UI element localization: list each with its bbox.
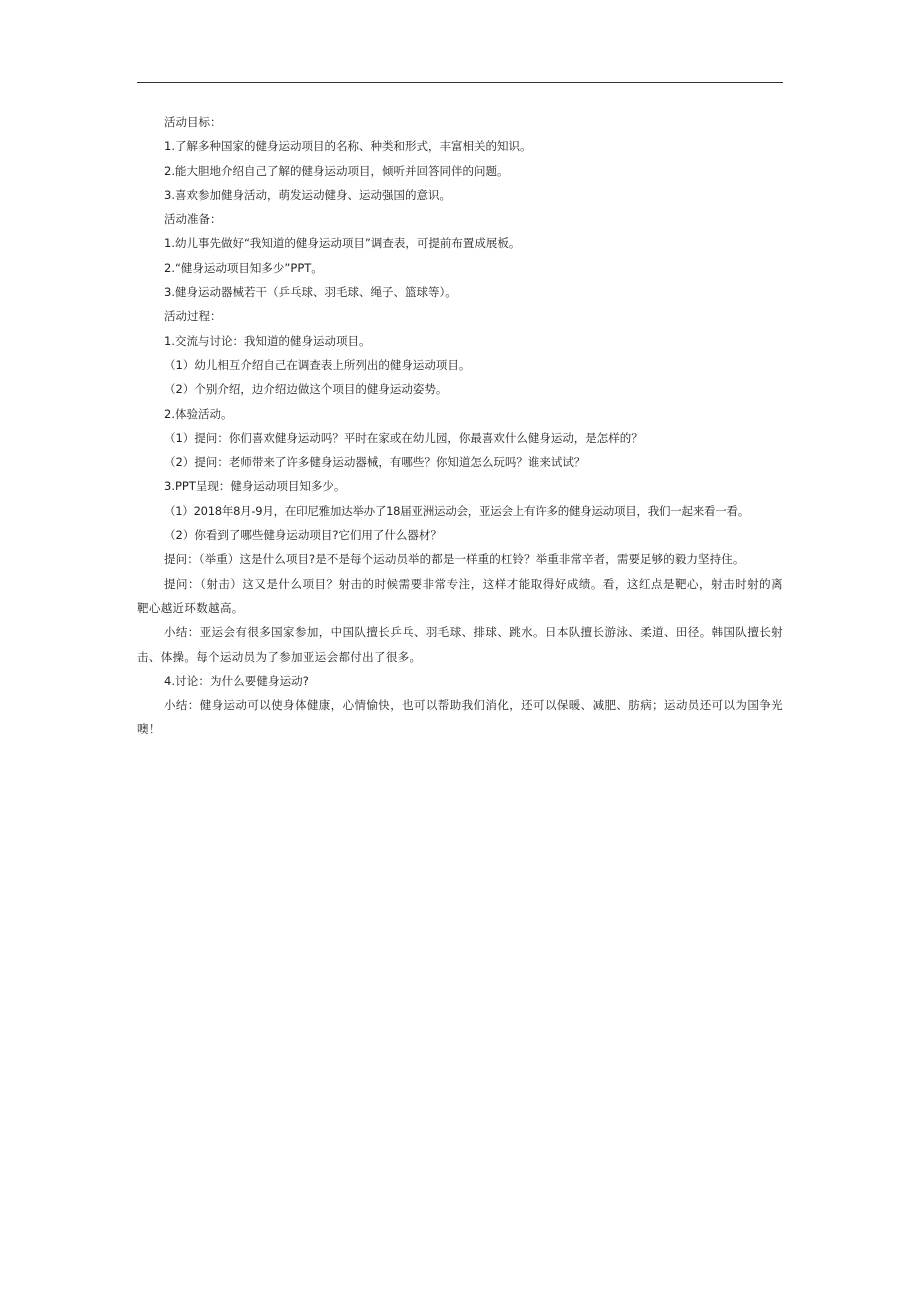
process-substep: （1）2018年8月-9月，在印尼雅加达举办了18届亚洲运动会，亚运会上有许多的健身运动项目，我们一起来看一看。 bbox=[164, 503, 749, 518]
preparation-item: 2.“健身运动项目知多少”PPT。 bbox=[164, 260, 323, 275]
preparation-item: 1.幼儿事先做好“我知道的健身运动项目”调查表，可提前布置成展板。 bbox=[164, 236, 521, 251]
preparation-item: 3.健身运动器械若干（乒乓球、羽毛球、绳子、篮球等）。 bbox=[164, 285, 457, 300]
process-substep: （1）提问：你们喜欢健身运动吗？平时在家或在幼儿园，你最喜欢什么健身运动，是怎样的？ bbox=[164, 430, 643, 445]
summary-paragraph: 小结：健身运动可以使身体健康，心情愉快，也可以帮助我们消化，还可以保暖、减肥、肪病；运动员还可以为国争光噢！ bbox=[137, 698, 783, 737]
question-paragraph: 提问：（举重）这是什么项目?是不是每个运动员举的都是一样重的杠铃？举重非常辛者，需要足够的毅力坚持住。 bbox=[164, 552, 745, 567]
question-paragraph: 提问：（射击）这又是什么项目？射击的时候需要非常专注，这样才能取得好成绩。看，这红点是靶心，射击时射的离靶心越近环数越高。 bbox=[137, 576, 783, 615]
section-heading-preparation: 活动准备： bbox=[164, 212, 222, 227]
process-substep: （2）个别介绍，边介绍边做这个项目的健身运动姿势。 bbox=[164, 382, 448, 397]
summary-paragraph: 小结：亚运会有很多国家参加，中国队擅长乒乓、羽毛球、排球、跳水。日本队擅长游泳、柔道、田径。韩国队擅长射击、体操。每个运动员为了参加亚运会都付出了很多。 bbox=[137, 625, 783, 664]
section-heading-goals: 活动目标： bbox=[164, 115, 222, 129]
process-substep: （2）提问：老师带来了许多健身运动器械，有哪些？你知道怎么玩吗？谁来试试？ bbox=[164, 455, 586, 470]
process-step: 3.PPT呈现：健身运动项目知多少。 bbox=[164, 479, 346, 494]
process-step: 2.体验活动。 bbox=[164, 406, 233, 421]
goal-item: 3.喜欢参加健身活动，萌发运动健身、运动强国的意识。 bbox=[164, 187, 451, 202]
process-step: 1.交流与讨论：我知道的健身运动项目。 bbox=[164, 333, 371, 348]
process-step: 4.讨论：为什么要健身运动? bbox=[164, 673, 309, 688]
document-body bbox=[137, 110, 783, 742]
section-heading-process: 活动过程： bbox=[164, 309, 222, 324]
process-substep: （2）你看到了哪些健身运动项目?它们用了什么器材？ bbox=[164, 528, 442, 543]
goal-item: 2.能大胆地介绍自己了解的健身运动项目，倾听并回答同伴的问题。 bbox=[164, 163, 509, 178]
goal-item: 1.了解多种国家的健身运动项目的名称、种类和形式，丰富相关的知识。 bbox=[164, 139, 532, 154]
process-substep: （1）幼儿相互介绍自己在调查表上所列出的健身运动项目。 bbox=[164, 357, 471, 372]
header-rule bbox=[137, 82, 783, 83]
